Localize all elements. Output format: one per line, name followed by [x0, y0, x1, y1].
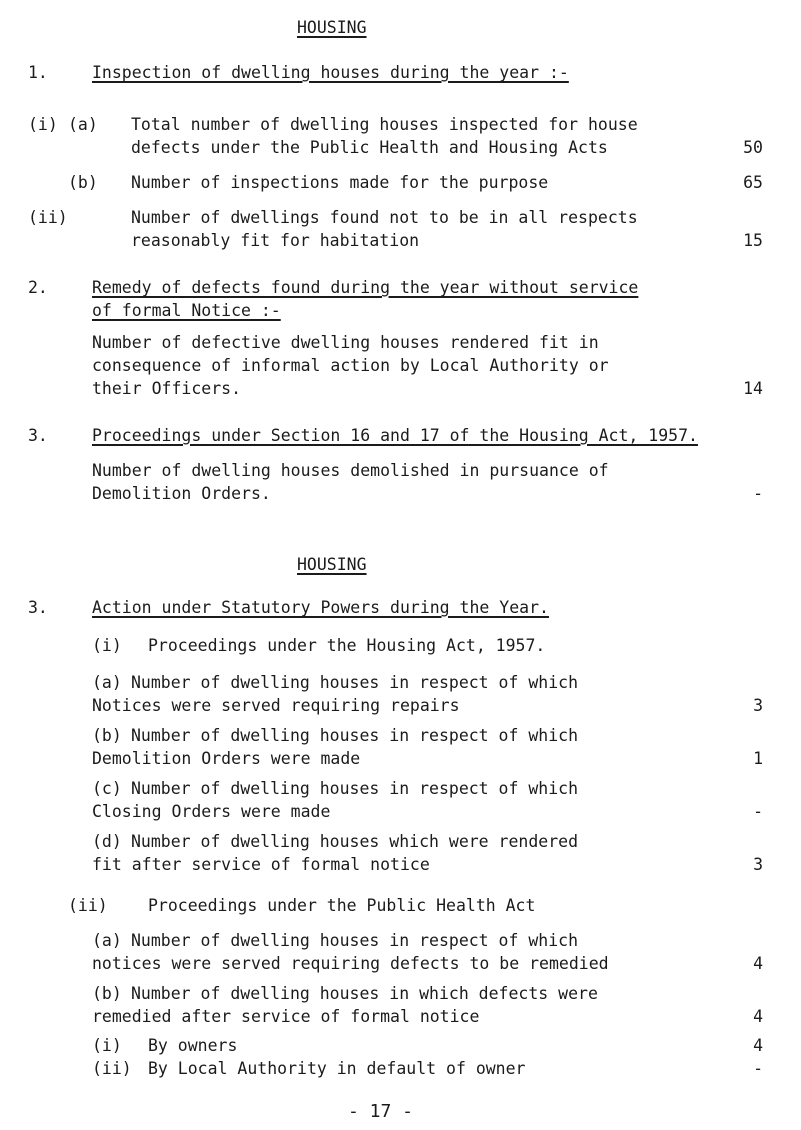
item-value: 1 — [753, 749, 763, 768]
section-title: Remedy of defects found during the year without service — [92, 278, 639, 297]
section-number: 2. — [28, 278, 48, 297]
item-label: (b) — [92, 726, 122, 745]
item-text: Notices were served requiring repairs — [92, 696, 460, 715]
item-value: 65 — [743, 173, 763, 192]
section-number: 3. — [28, 426, 48, 445]
subsection-title: Proceedings under the Housing Act, 1957. — [148, 636, 546, 655]
item-text: defects under the Public Health and Housing Acts — [131, 138, 608, 157]
page-heading: HOUSING — [297, 18, 367, 37]
item-value: 4 — [753, 1007, 763, 1026]
page-number: - 17 - — [348, 1101, 414, 1122]
item-text: Number of dwelling houses in respect of which — [131, 726, 579, 745]
section-title: of formal Notice :- — [92, 301, 281, 320]
item-text: their Officers. — [92, 379, 242, 398]
item-text: Closing Orders were made — [92, 802, 331, 821]
item-text: Number of dwelling houses in respect of which — [131, 673, 579, 692]
item-value: 4 — [753, 954, 763, 973]
item-label: (a) — [92, 931, 122, 950]
section-number: 1. — [28, 63, 48, 82]
item-text: Number of dwelling houses which were rendered — [131, 832, 579, 851]
item-value: 14 — [743, 379, 763, 398]
item-text: Number of dwelling houses in respect of which — [131, 931, 579, 950]
item-label: (b) — [68, 173, 98, 192]
item-label: (ii) — [92, 1059, 132, 1078]
item-label: (ii) — [28, 208, 68, 227]
item-value: 3 — [753, 855, 763, 874]
section-title: Inspection of dwelling houses during the year :- — [92, 63, 569, 82]
item-text: consequence of informal action by Local Authority or — [92, 356, 609, 375]
item-label: (b) — [92, 984, 122, 1003]
section-title: Action under Statutory Powers during the Year. — [92, 598, 549, 617]
item-value: 4 — [753, 1036, 763, 1055]
item-text: Number of dwellings found not to be in all respects — [131, 208, 638, 227]
item-text: fit after service of formal notice — [92, 855, 430, 874]
item-text: Total number of dwelling houses inspected for house — [131, 115, 638, 134]
item-text: Number of dwelling houses in respect of which — [131, 779, 579, 798]
item-text: Number of dwelling houses in which defects were — [131, 984, 598, 1003]
subsection-title: Proceedings under the Public Health Act — [148, 896, 536, 915]
item-label: (i) — [92, 1036, 122, 1055]
item-value: 3 — [753, 696, 763, 715]
item-text: Number of dwelling houses demolished in pursuance of — [92, 461, 609, 480]
item-text: Demolition Orders were made — [92, 749, 361, 768]
item-value: - — [753, 802, 763, 821]
item-label: (i) — [92, 636, 122, 655]
item-label: (d) — [92, 832, 122, 851]
section-title: Proceedings under Section 16 and 17 of the Housing Act, 1957. — [92, 426, 698, 445]
item-label: (a) — [92, 673, 122, 692]
item-label: (i) — [28, 115, 58, 134]
item-text: By owners — [148, 1036, 238, 1055]
item-value: 50 — [743, 138, 763, 157]
item-value: 15 — [743, 231, 763, 250]
item-text: Number of inspections made for the purpose — [131, 173, 549, 192]
section-number: 3. — [28, 598, 48, 617]
item-text: reasonably fit for habitation — [131, 231, 420, 250]
item-label: (a) — [68, 115, 98, 134]
item-text: By Local Authority in default of owner — [148, 1059, 526, 1078]
item-label: (ii) — [68, 896, 108, 915]
item-text: remedied after service of formal notice — [92, 1007, 480, 1026]
item-text: Number of defective dwelling houses rendered fit in — [92, 333, 599, 352]
item-text: Demolition Orders. — [92, 484, 271, 503]
page-heading: HOUSING — [297, 555, 367, 574]
item-value: - — [753, 484, 763, 503]
item-label: (c) — [92, 779, 122, 798]
item-text: notices were served requiring defects to be remedied — [92, 954, 609, 973]
item-value: - — [753, 1059, 763, 1078]
